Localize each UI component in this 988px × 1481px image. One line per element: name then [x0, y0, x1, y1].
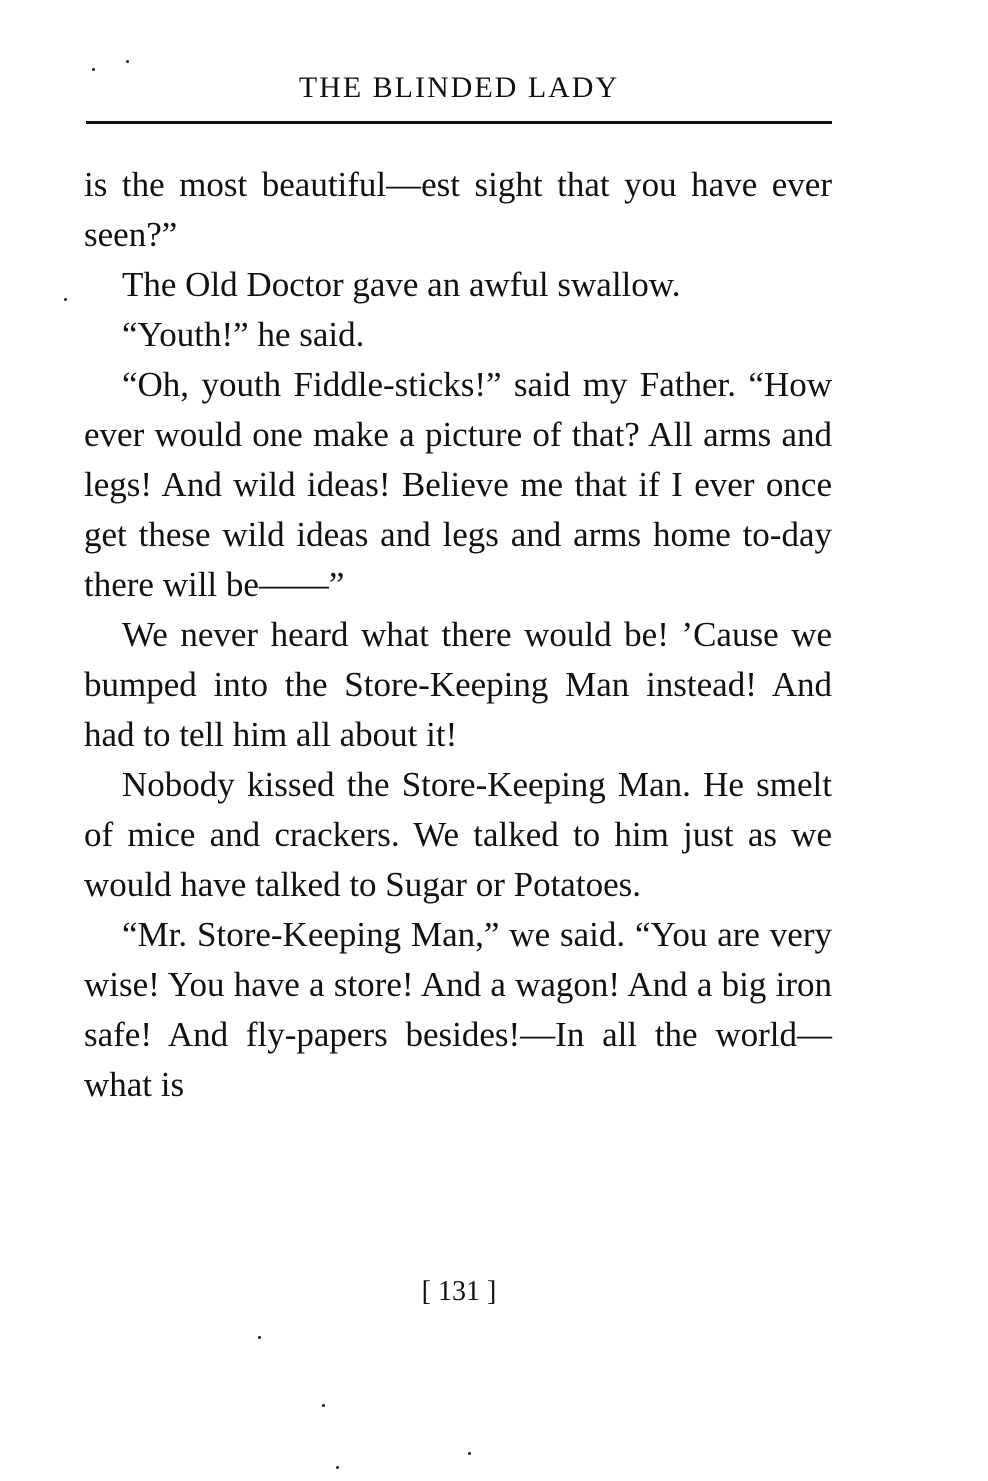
running-head: THE BLINDED LADY	[298, 71, 620, 104]
paragraph-youth: “Youth!” he said.	[122, 315, 365, 354]
scan-speck	[126, 60, 129, 63]
scan-speck	[322, 1404, 325, 1407]
header-rule	[86, 121, 832, 124]
paragraph-doctor-swallow: The Old Doctor gave an awful swallow.	[122, 265, 681, 304]
paragraph-nobody-kissed: Nobody kissed the Store-Keeping Man. He smelt of mice and crackers. We talked to him just as we would have talked to Sugar or Potatoes.	[84, 765, 832, 904]
paragraph-mr-store-keeping: “Mr. Store-Keeping Man,” we said. “You are very wise! You have a store! And a wagon! And a big iron safe! And fly-papers besides!—In all the world—what is	[84, 915, 832, 1104]
scan-speck	[258, 1336, 261, 1339]
scan-speck	[468, 1452, 471, 1455]
scan-speck	[92, 68, 95, 71]
page-number: [ 131 ]	[421, 1276, 497, 1307]
body-text	[84, 160, 832, 1110]
paragraph-father: “Oh, youth Fiddle-sticks!” said my Father. “How ever would one make a picture of that? All arms and legs! And wild ideas! Believe me that if I ever once get these wild ideas and legs and arms home to-day there will be——”	[84, 365, 832, 604]
paragraph-never-heard: We never heard what there would be! ’Cause we bumped into the Store-Keeping Man instead! And had to tell him all about it!	[84, 615, 832, 754]
paragraph-continuation: is the most beautiful—est sight that you have ever seen?”	[84, 165, 832, 254]
scan-speck	[64, 298, 67, 301]
scan-speck	[336, 1466, 339, 1469]
